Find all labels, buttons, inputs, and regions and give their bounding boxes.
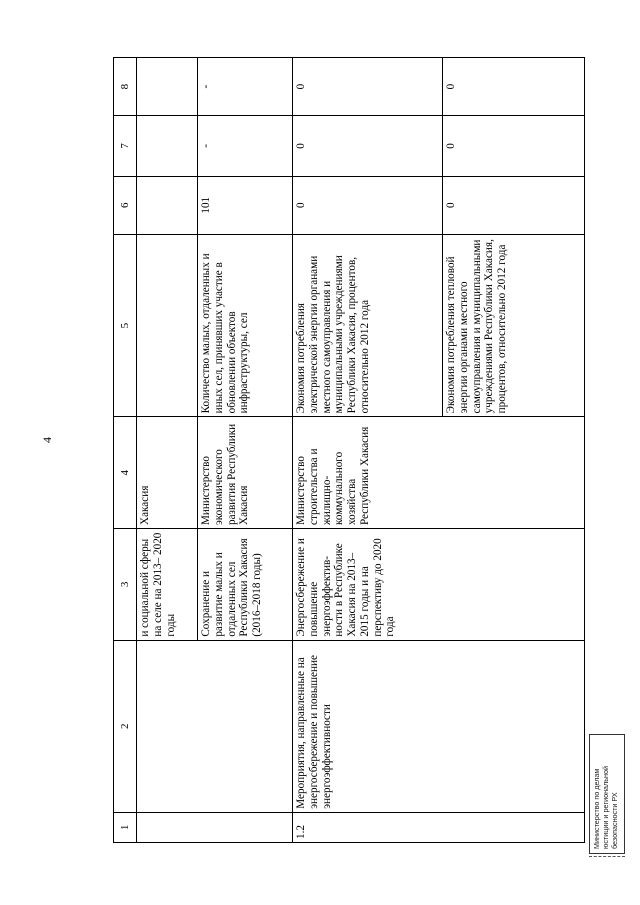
cell-row-number: 1.2 [293,812,585,842]
stamp-line-2: юстиции и региональной [601,766,610,849]
cell-subprogram-indicator: Количество малых, отдаленных и иных сел, принявших участие в обновлении объектов инфраструктуры, сел [198,234,293,417]
table-row-continuation [137,58,198,843]
header-row [114,58,137,843]
cell-measure-name: Мероприятия, направленные на энергосбережение и повышение энергоэффективности [293,640,585,812]
cell-subprogram-name: Сохранение и развитие малых и отдаленных сел Республики Хакасия (2016–2018 годы) [198,529,293,641]
header-col-7: 7 [114,116,137,176]
cell-thermal-col7: 0 [443,116,585,176]
cell-indicator-electric: Экономия потребления электрической энергии органами местного самоуправления и муниципальными учреждениями Республики Хакасия, процентов, относительно 2012 года [293,234,443,417]
cell-col2-empty [137,640,293,812]
cell-continuation-executor: Хакасия [137,417,198,529]
cell-continuation-col6 [137,176,198,234]
registration-stamp [589,734,625,854]
header-col-8: 8 [114,58,137,116]
cell-program-name: Энергосбережение и повышение энергоэффектив-ности в Республике Хакасия на 2013– 2015 годы и на перспективу до 2020 года [293,529,585,641]
cell-indicator-thermal: Экономия потребления тепловой энергии органами местного самоуправления и муниципальными учреждениями Республики Хакасия, процентов, относительно 2012 года [443,234,585,417]
cell-thermal-col8: 0 [443,58,585,116]
cell-electric-col6: 0 [293,176,443,234]
cell-executor: Министерство строительства и жилищно-коммунального хозяйства Республики Хакасия [293,417,585,529]
header-col-3: 3 [114,529,137,641]
cell-subprogram-col6: 101 [198,176,293,234]
cell-thermal-col6: 0 [443,176,585,234]
cell-continuation-program: и социальной сферы на селе на 2013– 2020 годы [137,529,198,641]
header-col-5: 5 [114,234,137,417]
cell-continuation-col8 [137,58,198,116]
header-col-1: 1 [114,812,137,842]
page-number: 4 [40,437,54,443]
cell-col1-empty [137,812,293,842]
stamp-line-1: Министерство по делам [592,768,601,849]
header-col-4: 4 [114,417,137,529]
stamp-line-3: безопасности РХ [610,792,619,849]
cell-electric-col8: 0 [293,58,443,116]
cell-subprogram-col7: - [198,116,293,176]
cell-electric-col7: 0 [293,116,443,176]
table-row-1-2a [293,58,443,843]
document-table [113,57,583,843]
cell-continuation-col7 [137,116,198,176]
cell-subprogram-executor: Министерство экономического развития Республики Хакасия [198,417,293,529]
cell-continuation-col5 [137,234,198,417]
cell-subprogram-col8: - [198,58,293,116]
header-col-2: 2 [114,640,137,812]
header-col-6: 6 [114,176,137,234]
